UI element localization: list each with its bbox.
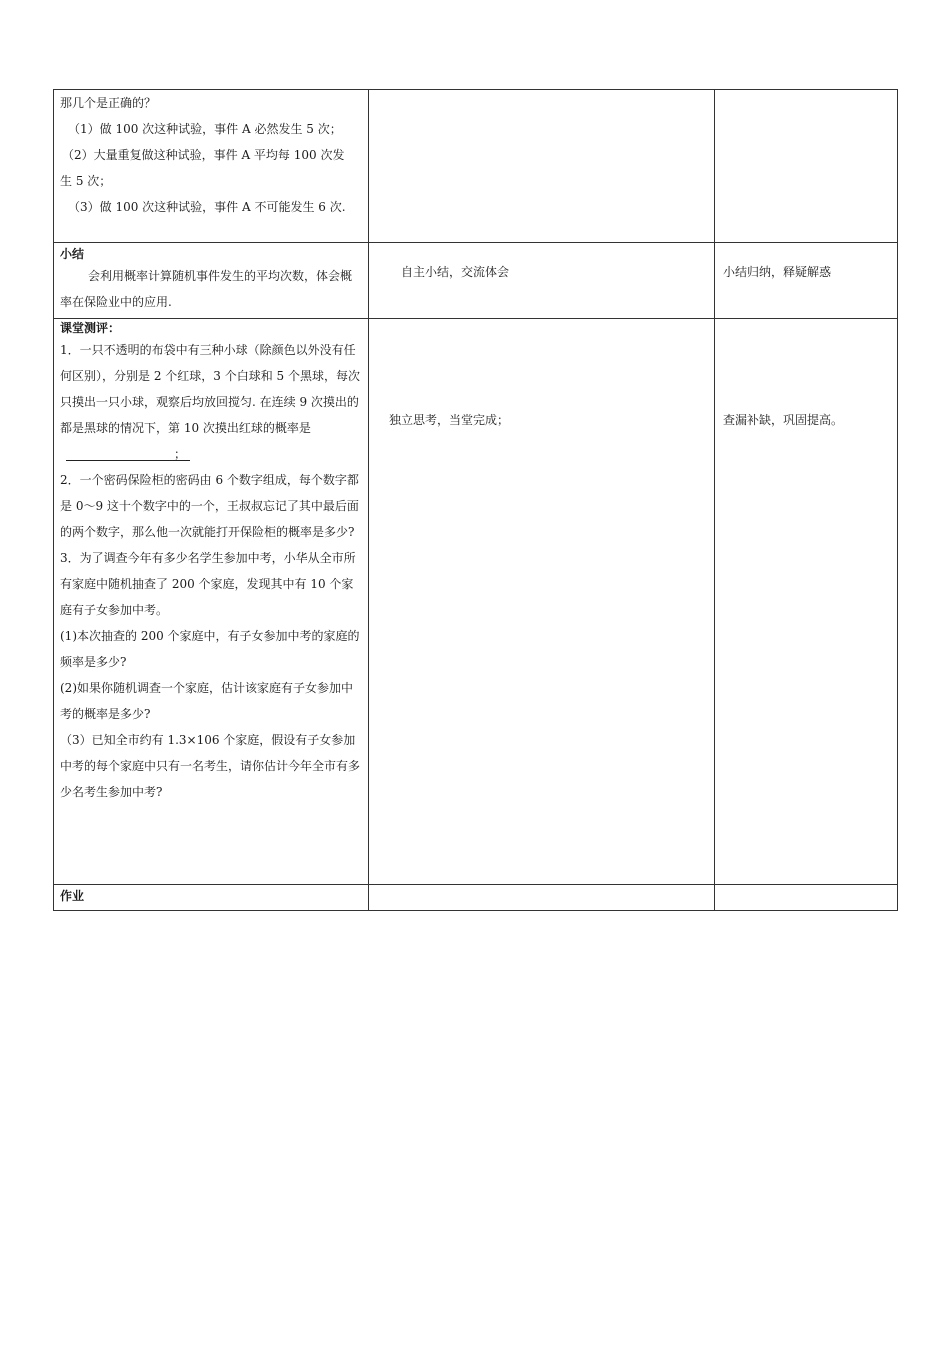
- summary-cell: [54, 243, 369, 319]
- quiz-question-3: 3．为了调查今年有多少名学生参加中考，小华从全市所有家庭中随机抽查了 200 个家庭，发现其中有 10 个家庭有子女参加中考。: [60, 551, 356, 617]
- summary-student-cell: [369, 243, 715, 319]
- homework-title: 作业: [60, 889, 85, 903]
- homework-teacher-cell: [715, 885, 898, 911]
- option-3: （3）做 100 次这种试验，事件 A 不可能发生 6 次.: [68, 200, 346, 214]
- table-row: [54, 243, 898, 319]
- question-stem: 那几个是正确的？: [60, 96, 157, 110]
- content-cell: [54, 90, 369, 243]
- quiz-teacher-text: 查漏补缺，巩固提高。: [723, 413, 844, 427]
- summary-teacher-cell: [715, 243, 898, 319]
- quiz-question-3-1: (1)本次抽查的 200 个家庭中，有子女参加中考的家庭的频率是多少?: [60, 629, 360, 669]
- table-row: [54, 885, 898, 911]
- quiz-question-2: 2．一个密码保险柜的密码由 6 个数字组成，每个数字都是 0～9 这十个数字中的一个，王叔叔忘记了其中最后面的两个数字，那么他一次就能打开保险柜的概率是多少?: [60, 473, 359, 539]
- student-activity-cell: [369, 90, 715, 243]
- homework-cell: [54, 885, 369, 911]
- quiz-title: 课堂测评：: [60, 321, 121, 335]
- table-row: [54, 90, 898, 243]
- quiz-question-3-3: （3）已知全市约有 1.3×106 个家庭，假设有子女参加中考的每个家庭中只有一名考生，请你估计今年全市有多少名考生参加中考?: [60, 733, 361, 799]
- summary-teacher-text: 小结归纳，释疑解惑: [723, 265, 832, 279]
- lesson-table: [53, 89, 898, 911]
- quiz-question-1-end: ；: [174, 447, 187, 461]
- summary-title: 小结: [60, 247, 85, 261]
- quiz-student-text: 独立思考，当堂完成；: [389, 413, 510, 427]
- summary-student-text: 自主小结，交流体会: [401, 265, 510, 279]
- quiz-student-cell: [369, 319, 715, 885]
- quiz-question-1-text: 1．一只不透明的布袋中有三种小球（除颜色以外没有任何区别），分别是 2 个红球，3 个白球和 5 个黑球，每次只摸出一只小球，观察后均放回搅匀. 在连续 9 次摸出的都是黑球的情况下，第 10 次摸出红球的概率是: [60, 343, 360, 435]
- quiz-question-3-2: (2)如果你随机调查一个家庭，估计该家庭有子女参加中考的概率是多少?: [60, 681, 354, 721]
- answer-blank: [66, 446, 190, 461]
- homework-student-cell: [369, 885, 715, 911]
- quiz-cell: [54, 319, 369, 885]
- option-2: （2）大量重复做这种试验，事件 A 平均每 100 次发: [62, 148, 345, 162]
- quiz-question-1: [60, 337, 362, 467]
- option-2-cont: 生 5 次；: [60, 174, 112, 188]
- summary-text: 会利用概率计算随机事件发生的平均次数，体会概率在保险业中的应用.: [60, 269, 353, 309]
- table-row: [54, 319, 898, 885]
- quiz-teacher-cell: [715, 319, 898, 885]
- option-1: （1）做 100 次这种试验，事件 A 必然发生 5 次；: [68, 122, 342, 136]
- teacher-activity-cell: [715, 90, 898, 243]
